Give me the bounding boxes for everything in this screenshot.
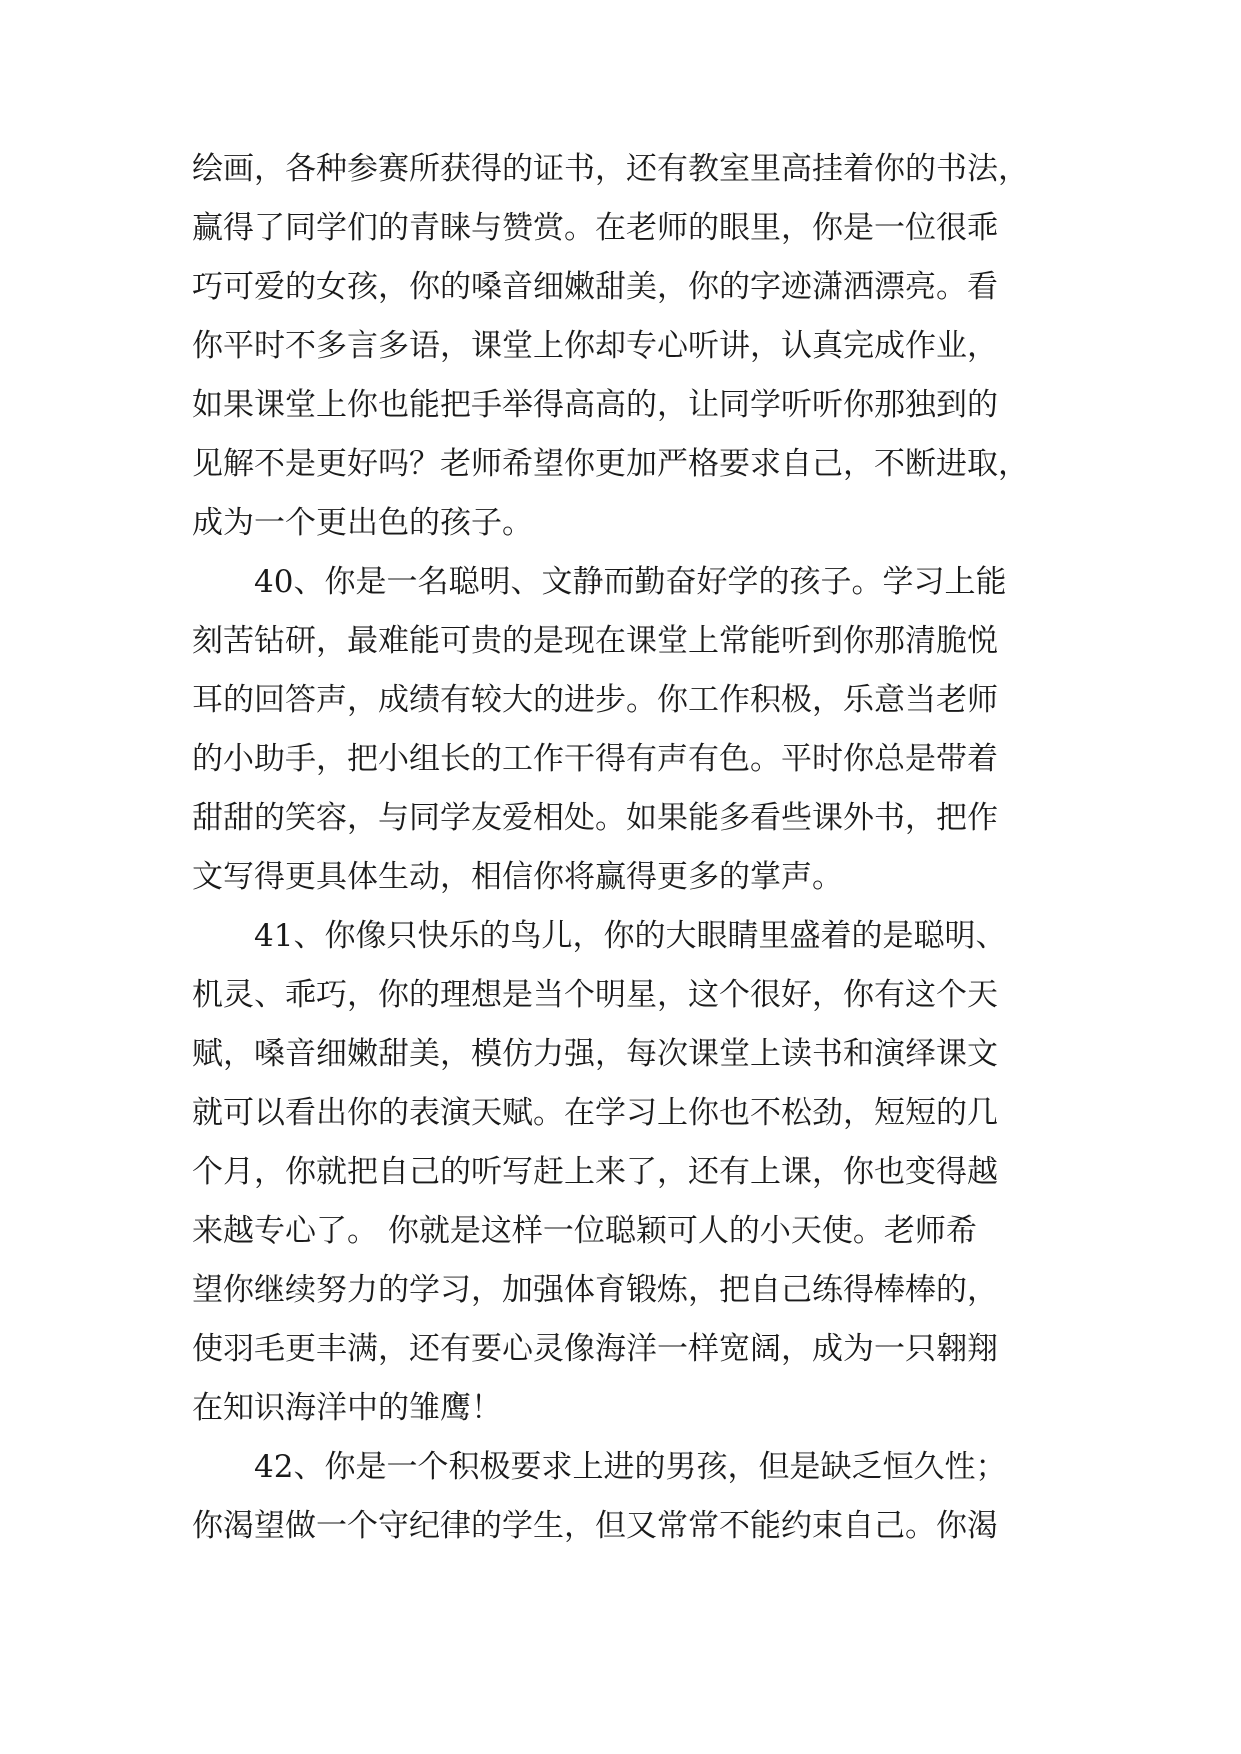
text-line: 使羽毛更丰满，还有要心灵像海洋一样宽阔，成为一只翱翔: [192, 1331, 998, 1367]
text-line: 你平时不多言多语，课堂上你却专心听讲，认真完成作业，: [192, 328, 998, 364]
text-line: 40、你是一名聪明、文静而勤奋好学的孩子。学习上能: [254, 564, 1007, 600]
text-line: 赋，嗓音细嫩甜美，模仿力强，每次课堂上读书和演绎课文: [192, 1036, 998, 1072]
text-line: 机灵、乖巧，你的理想是当个明星，这个很好，你有这个天: [192, 977, 998, 1013]
text-line: 刻苦钻研，最难能可贵的是现在课堂上常能听到你那清脆悦: [192, 623, 998, 659]
text-line: 的小助手，把小组长的工作干得有声有色。平时你总是带着: [192, 741, 998, 777]
text-line: 42、你是一个积极要求上进的男孩，但是缺乏恒久性；: [254, 1449, 1007, 1485]
paragraph-40: [192, 553, 1072, 907]
text-line: 巧可爱的女孩，你的嗓音细嫩甜美，你的字迹潇洒漂亮。看: [192, 269, 998, 305]
text-line: 文写得更具体生动，相信你将赢得更多的掌声。: [192, 859, 843, 895]
document-body: [192, 140, 1072, 1556]
text-line: 个月，你就把自己的听写赶上来了，还有上课，你也变得越: [192, 1154, 998, 1190]
text-line: 你渴望做一个守纪律的学生，但又常常不能约束自己。你渴: [192, 1508, 998, 1544]
text-line: 见解不是更好吗？老师希望你更加严格要求自己，不断进取，: [192, 446, 1029, 482]
text-line: 望你继续努力的学习，加强体育锻炼，把自己练得棒棒的，: [192, 1272, 998, 1308]
text-line: 赢得了同学们的青睐与赞赏。在老师的眼里，你是一位很乖: [192, 210, 998, 246]
paragraph-42: [192, 1438, 1072, 1556]
text-line: 来越专心了。 你就是这样一位聪颖可人的小天使。老师希: [192, 1213, 977, 1249]
text-line: 绘画，各种参赛所获得的证书，还有教室里高挂着你的书法，: [192, 151, 1029, 187]
paragraph-39-continuation: [192, 140, 1072, 553]
text-line: 就可以看出你的表演天赋。在学习上你也不松劲，短短的几: [192, 1095, 998, 1131]
text-line: 41、你像只快乐的鸟儿，你的大眼睛里盛着的是聪明、: [254, 918, 1007, 954]
text-line: 成为一个更出色的孩子。: [192, 505, 533, 541]
text-line: 耳的回答声，成绩有较大的进步。你工作积极，乐意当老师: [192, 682, 998, 718]
paragraph-41: [192, 907, 1072, 1438]
text-line: 甜甜的笑容，与同学友爱相处。如果能多看些课外书，把作: [192, 800, 998, 836]
text-line: 如果课堂上你也能把手举得高高的，让同学听听你那独到的: [192, 387, 998, 423]
text-line: 在知识海洋中的雏鹰！: [192, 1390, 502, 1426]
